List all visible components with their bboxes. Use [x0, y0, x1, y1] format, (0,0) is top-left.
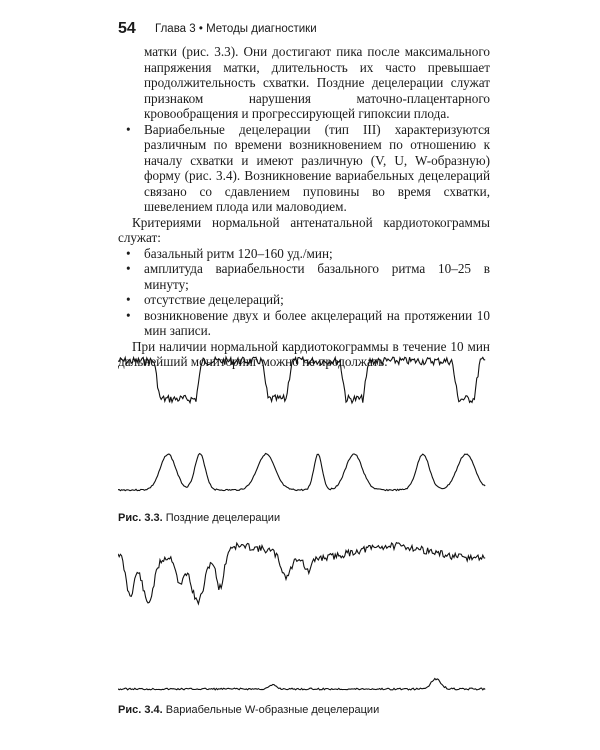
- list-item-text: амплитуда вариабельности базального ритма 10–25 в минуту;: [144, 261, 490, 292]
- closing-paragraph: При наличии нормальной кардиотокограммы в течение 10 мин дальнейший мониторинг можно не продолжать.: [118, 338, 490, 369]
- list-item-text: отсутствие децелераций;: [144, 292, 284, 307]
- ctg-trace-figure-3-3: [118, 345, 490, 505]
- caption-title: Вариабельные W-образные децелерации: [165, 704, 380, 716]
- figure-caption: [118, 512, 280, 524]
- list-item: [118, 308, 490, 339]
- caption-label: Рис. 3.4.: [118, 704, 163, 716]
- ctg-trace-figure-3-4: [118, 536, 490, 696]
- list-item: [118, 292, 490, 308]
- bullet-icon: •: [126, 121, 131, 137]
- paragraph-late-decelerations: матки (рис. 3.3). Они достигают пика после максимального напряжения матки, длительность их часто превышает продолжительность схватки. Поздние децелерации служат признаком нарушения маточно-плацентарного кровообращения и прогрессирующей гипоксии плода.: [144, 44, 490, 121]
- caption-label: Рис. 3.3.: [118, 512, 163, 524]
- bullet-icon: •: [126, 292, 131, 307]
- bullet-icon: •: [126, 307, 131, 323]
- figure-late-decelerations: [118, 345, 490, 505]
- figure-caption: [118, 704, 379, 716]
- fetal-heart-rate-trace: [118, 357, 485, 403]
- list-item: [118, 122, 490, 215]
- body-text: [118, 44, 490, 370]
- bullet-list-variable: [118, 122, 490, 215]
- list-item-text: возникновение двух и более акцелераций на протяжении 10 мин записи.: [144, 307, 490, 338]
- criteria-list: [118, 246, 490, 339]
- list-item-text: базальный ритм 120–160 уд./мин;: [144, 245, 333, 261]
- figure-variable-decelerations: [118, 536, 490, 696]
- caption-title: Поздние децелерации: [165, 512, 281, 524]
- running-title: Глава 3 • Методы диагностики: [155, 23, 317, 35]
- list-item: [118, 246, 490, 262]
- uterine-contraction-trace: [118, 679, 485, 690]
- uterine-contraction-trace: [118, 453, 485, 490]
- bullet-icon: •: [126, 245, 131, 261]
- list-item: [118, 261, 490, 292]
- bullet-icon: •: [126, 261, 131, 276]
- list-item-text: Вариабельные децелерации (тип III) характеризуются различным по времени возникновением по отношению к началу схватки и имеют различную (V, U, W-образную) форму (рис. 3.4). Возникновение вариабельных децелераций связано со сдавлением пуповины во время схватки, шевелением плода или маловодием.: [144, 121, 490, 214]
- page-number: 54: [118, 20, 136, 37]
- criteria-intro: Критериями нормальной антенатальной кардиотокограммы служат:: [118, 214, 490, 245]
- fetal-heart-rate-trace: [118, 543, 485, 604]
- page-header: [118, 20, 490, 40]
